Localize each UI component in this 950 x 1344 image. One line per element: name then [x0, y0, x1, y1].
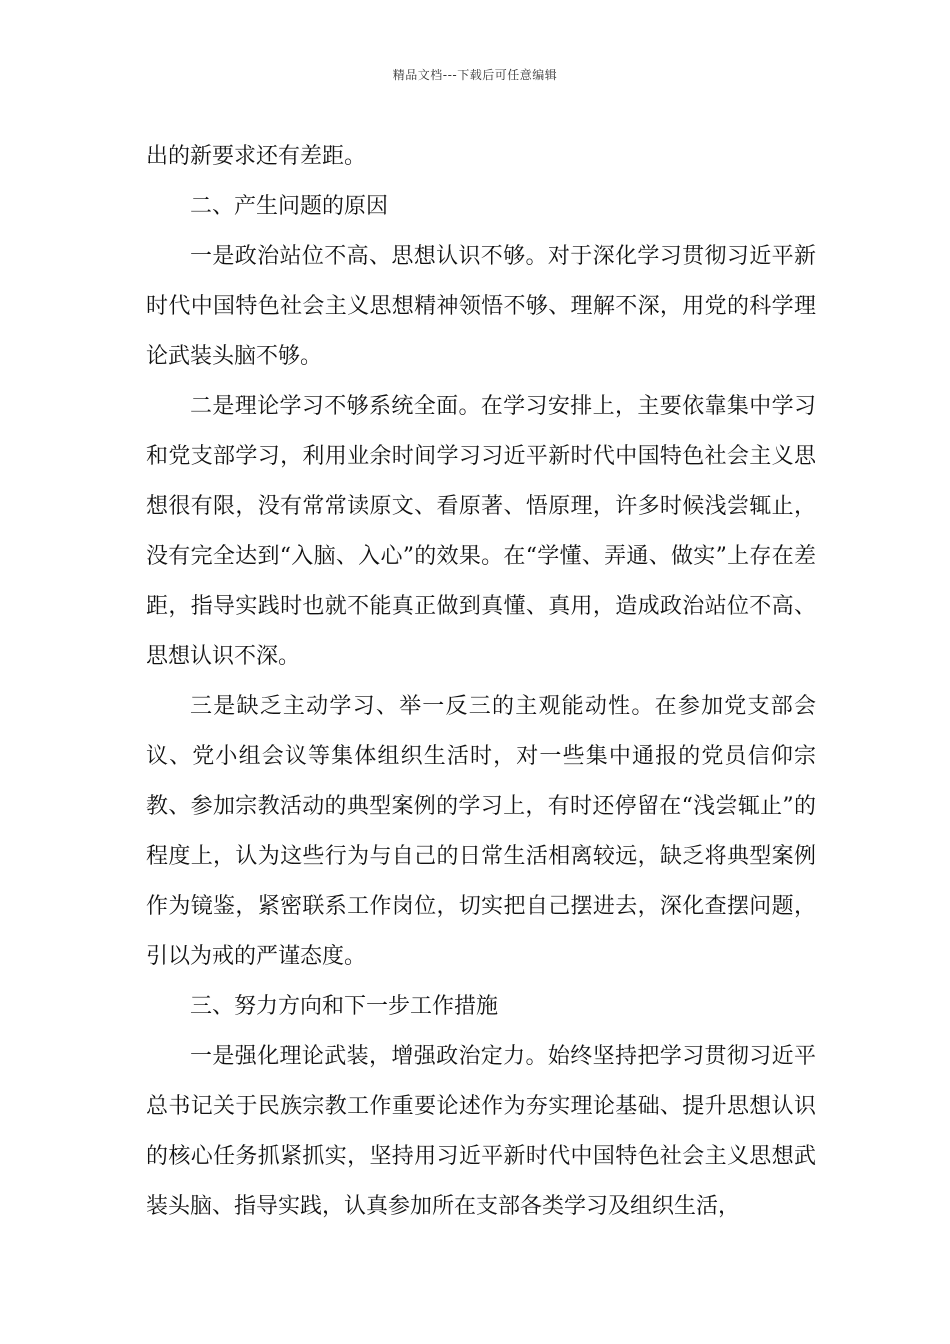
page-header: 精品文档---下载后可任意编辑	[392, 68, 558, 82]
section-heading-measures: 三、努力方向和下一步工作措施	[190, 994, 499, 1019]
paragraph-cause-2: 二是理论学习不够系统全面。在学习安排上，主要依靠集中学习和党支部学习，利用业余时间学习习近平新时代中国特色社会主义思想很有限，没有常常读原文、看原著、悟原理，许多时候浅尝辄止，没有完全达到“入脑、入心”的效果。在“学懂、弄通、做实”上存在差距，指导实践时也就不能真正做到真懂、真用，造成政治站位不高、思想认识不深。	[146, 394, 816, 669]
section-heading-causes: 二、产生问题的原因	[190, 194, 389, 219]
paragraph-cause-1: 一是政治站位不高、思想认识不够。对于深化学习贯彻习近平新时代中国特色社会主义思想精神领悟不够、理解不深，用党的科学理论武装头脑不够。	[146, 244, 816, 369]
document-body	[146, 132, 816, 1232]
paragraph-measure-1: 一是强化理论武装，增强政治定力。始终坚持把学习贯彻习近平总书记关于民族宗教工作重要论述作为夯实理论基础、提升思想认识的核心任务抓紧抓实，坚持用习近平新时代中国特色社会主义思想武装头脑、指导实践，认真参加所在支部各类学习及组织生活，	[146, 1044, 816, 1219]
paragraph-continuation: 出的新要求还有差距。	[146, 144, 367, 169]
paragraph-cause-3: 三是缺乏主动学习、举一反三的主观能动性。在参加党支部会议、党小组会议等集体组织生活时，对一些集中通报的党员信仰宗教、参加宗教活动的典型案例的学习上，有时还停留在“浅尝辄止”的程度上，认为这些行为与自己的日常生活相离较远，缺乏将典型案例作为镜鉴，紧密联系工作岗位，切实把自己摆进去，深化查摆问题，引以为戒的严谨态度。	[146, 694, 816, 969]
